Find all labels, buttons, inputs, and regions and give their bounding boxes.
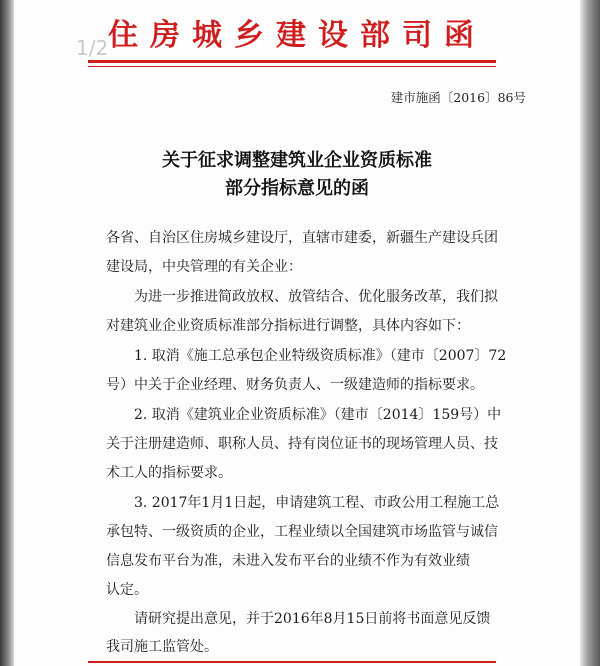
addressee-line: 建设局，中央管理的有关企业： — [106, 259, 302, 275]
document-title-line: 关于征求调整建筑业企业资质标准 — [162, 150, 432, 171]
list-item-line: 号）中关于企业经理、财务负责人、一级建造师的指标要求。 — [106, 377, 484, 393]
footer-rule — [88, 661, 496, 663]
list-item-line: 1. 取消《施工总承包企业特级资质标准》（建市〔2007〕72 — [134, 348, 507, 364]
list-item-line: 术工人的指标要求。 — [106, 465, 232, 481]
letterhead-rule-thick — [88, 60, 496, 63]
list-item-line: 认定。 — [106, 582, 148, 598]
list-item-line: 3. 2017年1月1日起，申请建筑工程、市政公用工程施工总 — [134, 495, 500, 511]
photo-frame-right-edge — [580, 0, 600, 666]
letterhead — [14, 6, 580, 62]
list-item-line: 关于注册建造师、职称人员、持有岗位证书的现场管理人员、技 — [106, 436, 498, 452]
addressee-line: 各省、自治区住房城乡建设厅，直辖市建委，新疆生产建设兵团 — [106, 230, 498, 246]
letterhead-title: 住房城乡建设部司函 — [108, 18, 486, 53]
list-item-line: 承包特、一级资质的企业，工程业绩以全国建筑市场监管与诚信 — [106, 524, 498, 540]
paragraph-line: 为进一步推进简政放权、放管结合、优化服务改革，我们拟 — [134, 289, 498, 305]
paragraph-line: 对建筑业企业资质标准部分指标进行调整，具体内容如下： — [106, 318, 470, 334]
photo-frame-left-edge — [0, 0, 14, 666]
closing-line: 我司施工监管处。 — [106, 639, 218, 655]
letterhead-rule-thin — [88, 66, 496, 67]
document-title-line: 部分指标意见的函 — [225, 178, 369, 199]
document-page — [14, 0, 580, 666]
page-indicator: 1/2 — [76, 36, 109, 60]
document-number: 建市施函〔2016〕86号 — [390, 90, 526, 105]
document-title — [14, 147, 580, 203]
list-item-line: 信息发布平台为准，未进入发布平台的业绩不作为有效业绩 — [106, 553, 470, 569]
closing-line: 请研究提出意见，并于2016年8月15日前将书面意见反馈 — [134, 611, 491, 627]
list-item-line: 2. 取消《建筑业企业资质标准》（建市〔2014〕159号）中 — [134, 407, 502, 423]
